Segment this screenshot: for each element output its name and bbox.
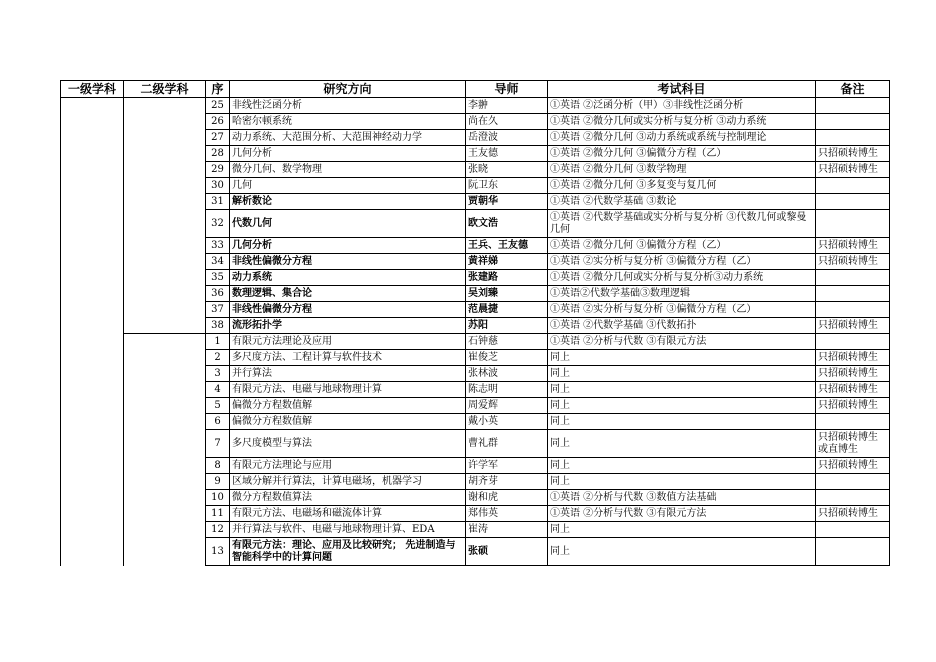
seq-cell: 32	[206, 210, 230, 238]
note-cell	[816, 270, 890, 286]
second-discipline-cell	[124, 162, 206, 178]
direction-cell: 动力系统、大范围分析、大范围神经动力学	[230, 130, 466, 146]
direction-cell: 多尺度模型与算法	[230, 430, 466, 458]
exam-cell: ①英语 ②微分几何 ③动力系统或系统与控制理论	[548, 130, 816, 146]
second-discipline-cell	[124, 522, 206, 538]
note-cell: 只招硕转博生或直博生	[816, 430, 890, 458]
exam-cell: ①英语 ②微分几何 ③偏微分方程（乙）	[548, 238, 816, 254]
direction-cell: 几何	[230, 178, 466, 194]
header-research-direction: 研究方向	[230, 81, 466, 98]
exam-cell: ①英语 ②分析与代数 ③有限元方法	[548, 334, 816, 350]
header-second-discipline: 二级学科	[124, 81, 206, 98]
header-row	[61, 81, 890, 98]
second-discipline-cell	[124, 178, 206, 194]
table-row	[61, 350, 890, 366]
seq-cell: 36	[206, 286, 230, 302]
advisor-cell: 王兵、王友德	[466, 238, 548, 254]
table-row	[61, 414, 890, 430]
first-discipline-cell	[61, 334, 124, 350]
first-discipline-cell	[61, 474, 124, 490]
exam-cell: 同上	[548, 538, 816, 566]
direction-cell: 动力系统	[230, 270, 466, 286]
note-cell	[816, 98, 890, 114]
exam-cell: 同上	[548, 522, 816, 538]
first-discipline-cell	[61, 130, 124, 146]
direction-cell: 偏微分方程数值解	[230, 398, 466, 414]
advisor-cell: 范晨捷	[466, 302, 548, 318]
advisor-cell: 张林波	[466, 366, 548, 382]
direction-cell: 解析数论	[230, 194, 466, 210]
direction-cell: 哈密尔顿系统	[230, 114, 466, 130]
direction-cell: 非线性偏微分方程	[230, 302, 466, 318]
note-cell	[816, 414, 890, 430]
note-cell: 只招硕转博生	[816, 458, 890, 474]
seq-cell: 31	[206, 194, 230, 210]
exam-cell: ①英语 ②代数学基础或实分析与复分析 ③代数几何或黎曼几何	[548, 210, 816, 238]
table-row	[61, 318, 890, 334]
advisor-cell: 张晓	[466, 162, 548, 178]
first-discipline-cell	[61, 506, 124, 522]
second-discipline-cell	[124, 474, 206, 490]
second-discipline-cell	[124, 506, 206, 522]
advisor-cell: 苏阳	[466, 318, 548, 334]
seq-cell: 12	[206, 522, 230, 538]
seq-cell: 4	[206, 382, 230, 398]
seq-cell: 8	[206, 458, 230, 474]
header-notes: 备注	[816, 81, 890, 98]
exam-cell: 同上	[548, 474, 816, 490]
seq-cell: 25	[206, 98, 230, 114]
second-discipline-cell	[124, 538, 206, 566]
table-row	[61, 430, 890, 458]
advisor-cell: 陈志明	[466, 382, 548, 398]
table-row	[61, 302, 890, 318]
table-row	[61, 506, 890, 522]
seq-cell: 2	[206, 350, 230, 366]
note-cell: 只招硕转博生	[816, 350, 890, 366]
note-cell	[816, 210, 890, 238]
advisor-cell: 谢和虎	[466, 490, 548, 506]
note-cell	[816, 194, 890, 210]
advisor-cell: 吴刘臻	[466, 286, 548, 302]
advisor-cell: 黄祥娣	[466, 254, 548, 270]
first-discipline-cell	[61, 210, 124, 238]
table-row	[61, 98, 890, 114]
advisor-cell: 岳澄波	[466, 130, 548, 146]
direction-cell: 非线性偏微分方程	[230, 254, 466, 270]
direction-cell: 数理逻辑、集合论	[230, 286, 466, 302]
second-discipline-cell	[124, 238, 206, 254]
table-row	[61, 270, 890, 286]
direction-cell: 并行算法与软件、电磁与地球物理计算、EDA	[230, 522, 466, 538]
first-discipline-cell	[61, 382, 124, 398]
first-discipline-cell	[61, 302, 124, 318]
second-discipline-cell	[124, 114, 206, 130]
exam-cell: ①英语 ②微分几何 ③偏微分方程（乙）	[548, 146, 816, 162]
note-cell	[816, 334, 890, 350]
second-discipline-cell	[124, 286, 206, 302]
first-discipline-cell	[61, 490, 124, 506]
direction-cell: 有限元方法、电磁与地球物理计算	[230, 382, 466, 398]
advisor-cell: 尚在久	[466, 114, 548, 130]
direction-cell: 非线性泛函分析	[230, 98, 466, 114]
note-cell	[816, 178, 890, 194]
table-row	[61, 238, 890, 254]
first-discipline-cell	[61, 178, 124, 194]
note-cell	[816, 302, 890, 318]
table-row	[61, 382, 890, 398]
table-row	[61, 178, 890, 194]
first-discipline-cell	[61, 366, 124, 382]
first-discipline-cell	[61, 318, 124, 334]
table-row	[61, 334, 890, 350]
note-cell	[816, 114, 890, 130]
seq-cell: 27	[206, 130, 230, 146]
exam-cell: ①英语 ②微分几何或实分析与复分析③动力系统	[548, 270, 816, 286]
exam-cell: ①英语 ②实分析与复分析 ③偏微分方程（乙）	[548, 254, 816, 270]
table-row	[61, 458, 890, 474]
seq-cell: 37	[206, 302, 230, 318]
first-discipline-cell	[61, 270, 124, 286]
seq-cell: 7	[206, 430, 230, 458]
advisor-cell: 贾朝华	[466, 194, 548, 210]
direction-cell: 有限元方法、电磁场和磁流体计算	[230, 506, 466, 522]
advisor-cell: 曹礼群	[466, 430, 548, 458]
table-body	[61, 98, 890, 566]
second-discipline-cell	[124, 98, 206, 114]
advisor-cell: 欧文浩	[466, 210, 548, 238]
first-discipline-cell	[61, 458, 124, 474]
table-row	[61, 254, 890, 270]
second-discipline-cell	[124, 366, 206, 382]
exam-cell: ①英语 ②分析与代数 ③有限元方法	[548, 506, 816, 522]
advisor-cell: 张硕	[466, 538, 548, 566]
first-discipline-cell	[61, 146, 124, 162]
seq-cell: 35	[206, 270, 230, 286]
header-first-discipline: 一级学科	[61, 81, 124, 98]
direction-cell: 多尺度方法、工程计算与软件技术	[230, 350, 466, 366]
seq-cell: 26	[206, 114, 230, 130]
table-row	[61, 474, 890, 490]
note-cell: 只招硕转博生	[816, 318, 890, 334]
advisor-cell: 石钟慈	[466, 334, 548, 350]
first-discipline-cell	[61, 254, 124, 270]
direction-cell: 微分方程数值算法	[230, 490, 466, 506]
second-discipline-cell	[124, 318, 206, 334]
exam-cell: ①英语 ②分析与代数 ③数值方法基础	[548, 490, 816, 506]
seq-cell: 1	[206, 334, 230, 350]
exam-cell: 同上	[548, 430, 816, 458]
seq-cell: 29	[206, 162, 230, 178]
first-discipline-cell	[61, 162, 124, 178]
seq-cell: 30	[206, 178, 230, 194]
first-discipline-cell	[61, 538, 124, 566]
seq-cell: 3	[206, 366, 230, 382]
exam-cell: 同上	[548, 398, 816, 414]
note-cell	[816, 490, 890, 506]
second-discipline-cell	[124, 210, 206, 238]
direction-cell: 有限元方法理论与应用	[230, 458, 466, 474]
advisor-cell: 崔俊芝	[466, 350, 548, 366]
seq-cell: 11	[206, 506, 230, 522]
direction-cell: 几何分析	[230, 238, 466, 254]
direction-cell: 几何分析	[230, 146, 466, 162]
advisor-cell: 崔涛	[466, 522, 548, 538]
direction-cell: 偏微分方程数值解	[230, 414, 466, 430]
second-discipline-cell	[124, 146, 206, 162]
advisor-cell: 李翀	[466, 98, 548, 114]
seq-cell: 33	[206, 238, 230, 254]
direction-cell: 有限元方法：理论、应用及比较研究； 先进制造与智能科学中的计算问题	[230, 538, 466, 566]
first-discipline-cell	[61, 194, 124, 210]
exam-cell: ①英语 ②微分几何 ③多复变与复几何	[548, 178, 816, 194]
note-cell: 只招硕转博生	[816, 254, 890, 270]
note-cell	[816, 474, 890, 490]
note-cell: 只招硕转博生	[816, 146, 890, 162]
seq-cell: 5	[206, 398, 230, 414]
exam-cell: 同上	[548, 382, 816, 398]
first-discipline-cell	[61, 522, 124, 538]
note-cell: 只招硕转博生	[816, 238, 890, 254]
advisor-cell: 戴小英	[466, 414, 548, 430]
second-discipline-cell	[124, 490, 206, 506]
first-discipline-cell	[61, 430, 124, 458]
second-discipline-cell	[124, 130, 206, 146]
seq-cell: 34	[206, 254, 230, 270]
header-exam-subjects: 考试科目	[548, 81, 816, 98]
note-cell	[816, 522, 890, 538]
exam-cell: ①英语 ②代数学基础 ③代数拓扑	[548, 318, 816, 334]
second-discipline-cell	[124, 350, 206, 366]
advisor-cell: 郑伟英	[466, 506, 548, 522]
table-row	[61, 366, 890, 382]
exam-cell: 同上	[548, 366, 816, 382]
table-row	[61, 162, 890, 178]
advisor-cell: 阮卫东	[466, 178, 548, 194]
exam-cell: 同上	[548, 414, 816, 430]
program-table	[60, 80, 890, 566]
table-row	[61, 114, 890, 130]
first-discipline-cell	[61, 98, 124, 114]
second-discipline-cell	[124, 430, 206, 458]
exam-cell: ①英语 ②泛函分析（甲）③非线性泛函分析	[548, 98, 816, 114]
seq-cell: 9	[206, 474, 230, 490]
exam-cell: ①英语 ②实分析与复分析 ③偏微分方程（乙）	[548, 302, 816, 318]
first-discipline-cell	[61, 398, 124, 414]
exam-cell: ①英语②代数学基础③数理逻辑	[548, 286, 816, 302]
second-discipline-cell	[124, 414, 206, 430]
first-discipline-cell	[61, 286, 124, 302]
exam-cell: 同上	[548, 458, 816, 474]
second-discipline-cell	[124, 458, 206, 474]
advisor-cell: 张建路	[466, 270, 548, 286]
table-row	[61, 146, 890, 162]
note-cell	[816, 538, 890, 566]
exam-cell: ①英语 ②代数学基础 ③数论	[548, 194, 816, 210]
direction-cell: 流形拓扑学	[230, 318, 466, 334]
second-discipline-cell	[124, 382, 206, 398]
note-cell	[816, 130, 890, 146]
advisor-cell: 王友德	[466, 146, 548, 162]
first-discipline-cell	[61, 350, 124, 366]
table-row	[61, 194, 890, 210]
direction-cell: 区域分解并行算法，计算电磁场，机器学习	[230, 474, 466, 490]
first-discipline-cell	[61, 238, 124, 254]
second-discipline-cell	[124, 334, 206, 350]
second-discipline-cell	[124, 302, 206, 318]
note-cell: 只招硕转博生	[816, 162, 890, 178]
seq-cell: 28	[206, 146, 230, 162]
note-cell: 只招硕转博生	[816, 506, 890, 522]
seq-cell: 38	[206, 318, 230, 334]
note-cell: 只招硕转博生	[816, 398, 890, 414]
table-row	[61, 522, 890, 538]
table-row	[61, 398, 890, 414]
header-seq: 序	[206, 81, 230, 98]
exam-cell: ①英语 ②微分几何 ③数学物理	[548, 162, 816, 178]
note-cell: 只招硕转博生	[816, 366, 890, 382]
table-row	[61, 210, 890, 238]
second-discipline-cell	[124, 270, 206, 286]
second-discipline-cell	[124, 194, 206, 210]
note-cell	[816, 286, 890, 302]
exam-cell: ①英语 ②微分几何或实分析与复分析 ③动力系统	[548, 114, 816, 130]
table-row	[61, 286, 890, 302]
seq-cell: 6	[206, 414, 230, 430]
table-row	[61, 130, 890, 146]
exam-cell: 同上	[548, 350, 816, 366]
direction-cell: 微分几何、数学物理	[230, 162, 466, 178]
direction-cell: 有限元方法理论及应用	[230, 334, 466, 350]
seq-cell: 10	[206, 490, 230, 506]
first-discipline-cell	[61, 114, 124, 130]
table-row	[61, 538, 890, 566]
seq-cell: 13	[206, 538, 230, 566]
advisor-cell: 许学军	[466, 458, 548, 474]
note-cell: 只招硕转博生	[816, 382, 890, 398]
advisor-cell: 胡齐芽	[466, 474, 548, 490]
second-discipline-cell	[124, 254, 206, 270]
advisor-cell: 周爱辉	[466, 398, 548, 414]
table-row	[61, 490, 890, 506]
header-advisor: 导师	[466, 81, 548, 98]
first-discipline-cell	[61, 414, 124, 430]
direction-cell: 并行算法	[230, 366, 466, 382]
direction-cell: 代数几何	[230, 210, 466, 238]
second-discipline-cell	[124, 398, 206, 414]
